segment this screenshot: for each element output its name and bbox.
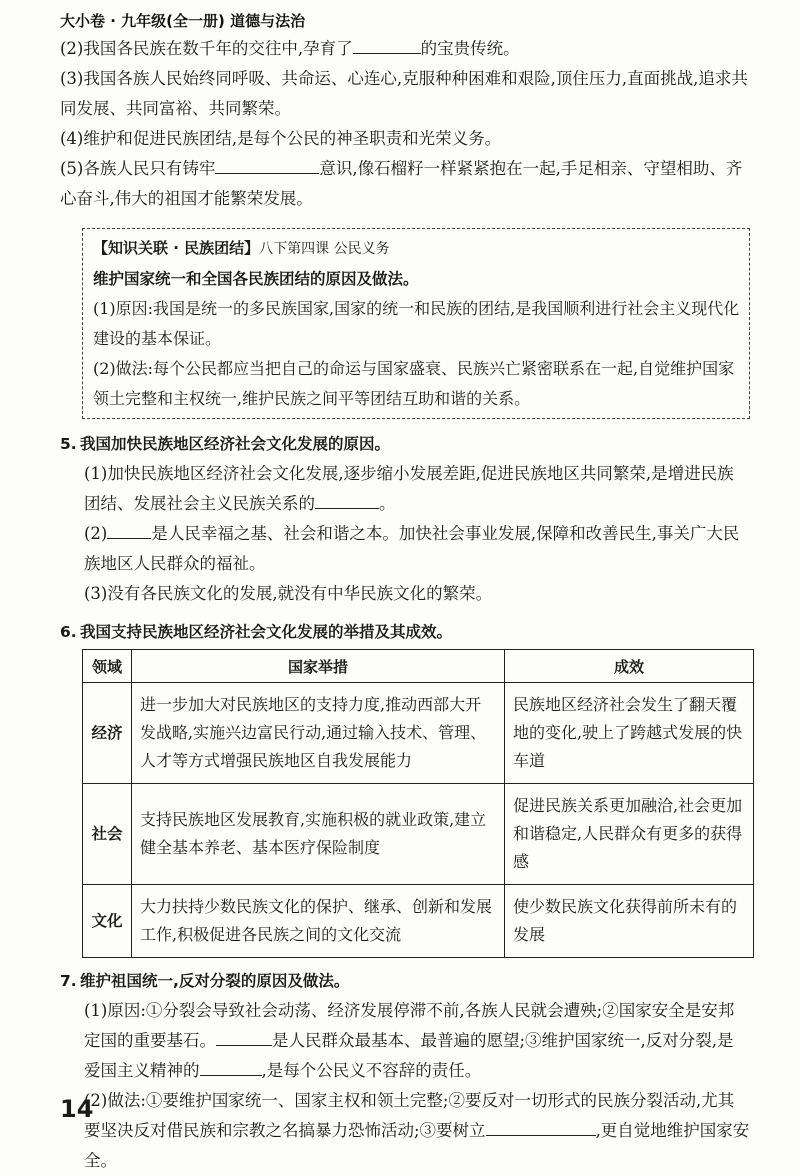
- answer-blank[interactable]: [486, 1121, 596, 1136]
- row-domain: 经济: [83, 683, 132, 784]
- answer-blank[interactable]: [107, 524, 151, 539]
- question-7-title: 7. 维护祖国统一,反对分裂的原因及做法。: [60, 972, 350, 990]
- knowledge-method: (2)做法:每个公民都应当把自己的命运与国家盛衰、民族兴亡紧密联系在一起,自觉维护国家领土完整和主权统一,维护民族之间平等团结互助和谐的关系。: [93, 359, 735, 408]
- table-header-row: [83, 650, 754, 683]
- question-6-title: 6. 我国支持民族地区经济社会文化发展的举措及其成效。: [60, 623, 453, 641]
- intro-item-4: (4)维护和促进民族团结,是每个公民的神圣职责和光荣义务。: [60, 129, 502, 148]
- col-header-effect: 成效: [505, 650, 754, 683]
- q7-item-2: (2)做法:①要维护国家统一、国家主权和领土完整;②要反对一切形式的民族分裂活动,尤其要坚决反对借民族和宗教之名搞暴力恐怖活动;③要树立 ,更自觉地维护国家安全。: [84, 1091, 750, 1170]
- intro-item-3: (3)我国各族人民始终同呼吸、共命运、心连心,克服种种困难和艰险,顶住压力,直面挑战,追求共同发展、共同富裕、共同繁荣。: [60, 69, 748, 118]
- running-header: 大小卷 · 九年级(全一册) 道德与法治: [60, 12, 306, 30]
- row-domain: 社会: [83, 784, 132, 885]
- intro-item-5: (5)各族人民只有铸牢 意识,像石榴籽一样紧紧抱在一起,手足相亲、守望相助、齐心奋斗,伟大的祖国才能繁荣发展。: [60, 159, 743, 208]
- answer-blank[interactable]: [200, 1061, 262, 1076]
- col-header-measure: 国家举措: [132, 650, 505, 683]
- row-measure: 进一步加大对民族地区的支持力度,推动西部大开发战略,实施兴边富民行动,通过输入技术、管理、人才等方式增强民族地区自我发展能力: [132, 683, 505, 784]
- answer-blank[interactable]: [353, 39, 421, 54]
- question-5-title: 5. 我国加快民族地区经济社会文化发展的原因。: [60, 435, 391, 453]
- knowledge-link-box: [82, 228, 750, 419]
- page-content: [60, 34, 750, 1176]
- measures-table: [82, 649, 754, 958]
- row-measure: 支持民族地区发展教育,实施积极的就业政策,建立健全基本养老、基本医疗保险制度: [132, 784, 505, 885]
- answer-blank[interactable]: [216, 1031, 272, 1046]
- knowledge-reason: (1)原因:我国是统一的多民族国家,国家的统一和民族的团结,是我国顺利进行社会主义现代化建设的基本保证。: [93, 299, 740, 348]
- row-effect: 使少数民族文化获得前所未有的发展: [505, 885, 754, 958]
- table-row: [83, 885, 754, 958]
- col-header-domain: 领域: [83, 650, 132, 683]
- q5-item-2: (2) 是人民幸福之基、社会和谐之本。加快社会事业发展,保障和改善民生,事关广大民族地区人民群众的福祉。: [84, 524, 740, 573]
- q5-item-1: (1)加快民族地区经济社会文化发展,逐步缩小发展差距,促进民族地区共同繁荣,是增进民族团结、发展社会主义民族关系的 。: [84, 464, 734, 513]
- table-row: [83, 784, 754, 885]
- table-row: [83, 683, 754, 784]
- row-measure: 大力扶持少数民族文化的保护、继承、创新和发展工作,积极促进各民族之间的文化交流: [132, 885, 505, 958]
- knowledge-header: 【知识关联 · 民族团结】八下第四课 公民义务: [93, 239, 390, 257]
- answer-blank[interactable]: [315, 494, 379, 509]
- row-effect: 促进民族关系更加融洽,社会更加和谐稳定,人民群众有更多的获得感: [505, 784, 754, 885]
- intro-item-2: (2)我国各民族在数千年的交往中,孕育了 的宝贵传统。: [60, 39, 520, 58]
- page-number: 14: [60, 1095, 94, 1123]
- knowledge-title: 维护国家统一和全国各民族团结的原因及做法。: [93, 270, 419, 288]
- q5-item-3: (3)没有各民族文化的发展,就没有中华民族文化的繁荣。: [84, 584, 493, 603]
- row-domain: 文化: [83, 885, 132, 958]
- q7-item-1: (1)原因:①分裂会导致社会动荡、经济发展停滞不前,各族人民就会遭殃;②国家安全是安邦定国的重要基石。 是人民群众最基本、最普遍的愿望;③维护国家统一,反对分裂,是爱国主义精神的 ,是每个公民义不容辞的责任。: [84, 1001, 735, 1080]
- row-effect: 民族地区经济社会发生了翻天覆地的变化,驶上了跨越式发展的快车道: [505, 683, 754, 784]
- answer-blank[interactable]: [215, 159, 319, 174]
